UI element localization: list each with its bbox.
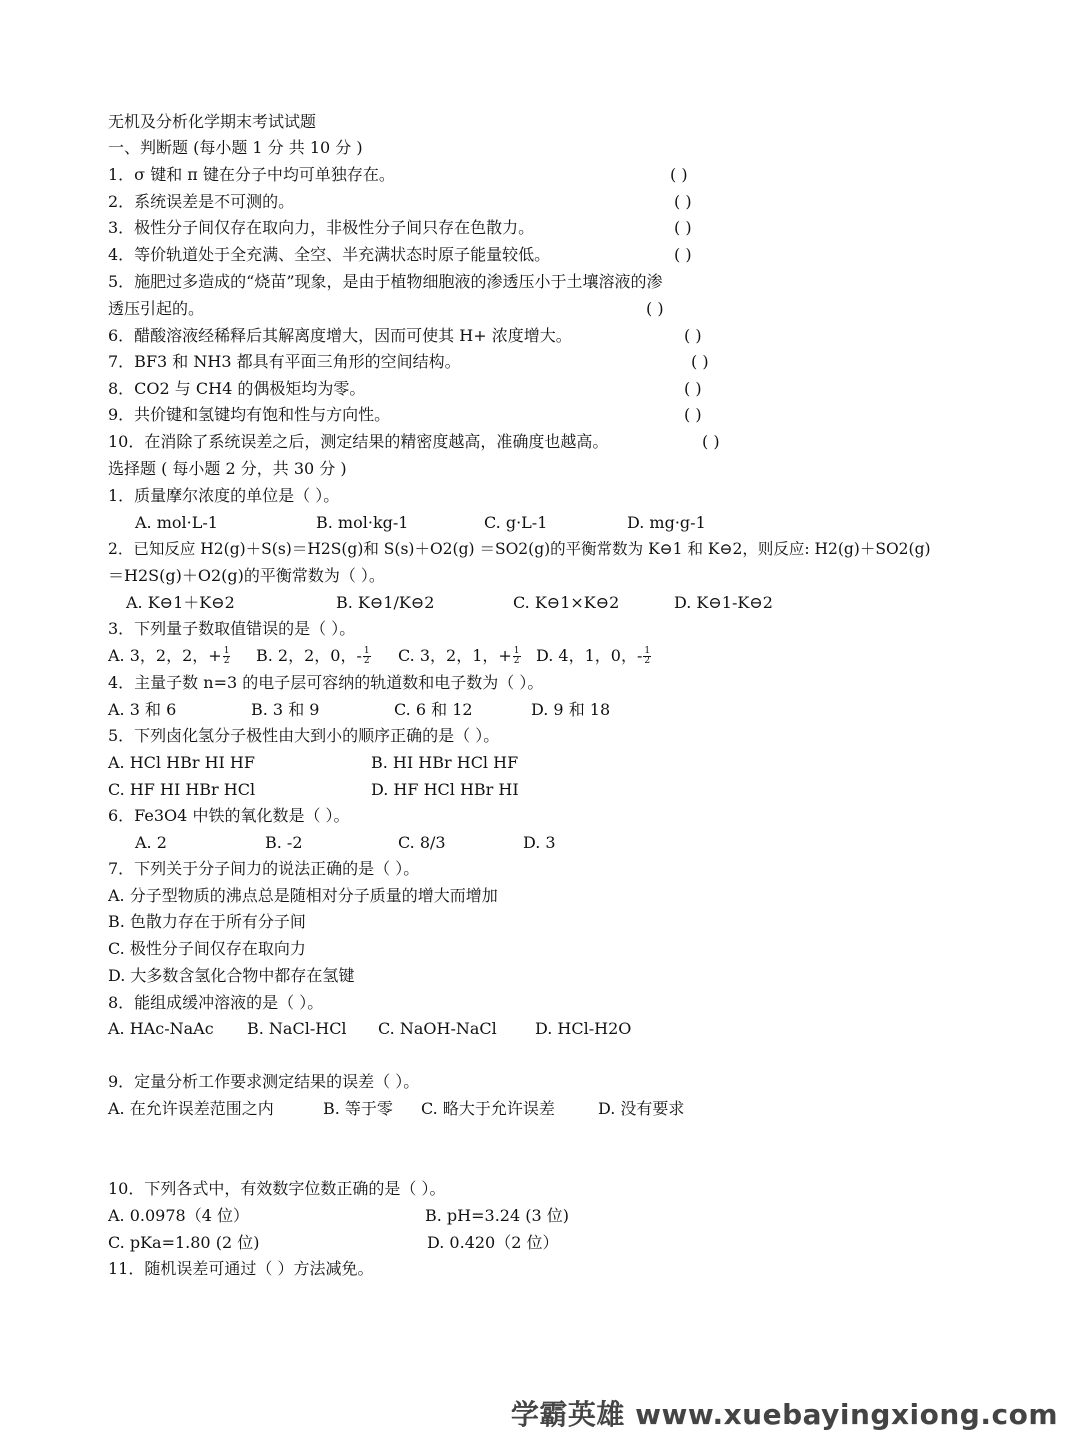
- fraction-denominator: 2: [363, 656, 370, 666]
- mc-q1-option-c: C. g·L-1: [484, 513, 548, 532]
- mc-q6-option-b: B. -2: [265, 833, 303, 852]
- mc-q5-option-b: B. HI HBr HCl HF: [371, 753, 519, 772]
- document-title: 无机及分析化学期末考试试题: [108, 112, 317, 131]
- mc-q2-option-a: A. K⊖1＋K⊖2: [126, 593, 235, 612]
- tf-answer-blank-10: ( ): [702, 432, 720, 451]
- tf-item-4: 4．等价轨道处于全充满、全空、半充满状态时原子能量较低。: [108, 245, 551, 264]
- fraction-numerator: 1: [223, 646, 230, 656]
- mc-q9-option-a: A. 在允许误差范围之内: [108, 1099, 274, 1118]
- mc-q7-option-a: A. 分子型物质的沸点总是随相对分子质量的增大而增加: [108, 886, 498, 905]
- tf-answer-blank-1: ( ): [670, 165, 688, 184]
- fraction-numerator: 1: [644, 646, 651, 656]
- tf-item-10: 10．在消除了系统误差之后，测定结果的精密度越高，准确度也越高。: [108, 432, 609, 451]
- mc-q3-option-d: [536, 646, 651, 666]
- mc-q3-stem: 3．下列量子数取值错误的是（ ）。: [108, 619, 356, 638]
- mc-q1-option-d: D. mg·g-1: [627, 513, 706, 532]
- mc-q4-stem: 4．主量子数 n=3 的电子层可容纳的轨道数和电子数为（ ）。: [108, 673, 544, 692]
- fraction-denominator: 2: [223, 656, 230, 666]
- mc-q11-stem: 11．随机误差可通过（ ）方法减免。: [108, 1259, 374, 1278]
- mc-q8-option-a: A. HAc-NaAc: [108, 1019, 214, 1038]
- mc-q1-option-b: B. mol·kg-1: [316, 513, 409, 532]
- mc-q7-option-c: C. 极性分子间仅存在取向力: [108, 939, 306, 958]
- tf-item-6: 6．醋酸溶液经稀释后其解离度增大，因而可使其 H+ 浓度增大。: [108, 326, 572, 345]
- tf-answer-blank-9: ( ): [684, 405, 702, 424]
- tf-item-1: 1．σ 键和 π 键在分子中均可单独存在。: [108, 165, 395, 184]
- tf-answer-blank-4: ( ): [674, 245, 692, 264]
- mc-q8-stem: 8．能组成缓冲溶液的是（ ）。: [108, 993, 324, 1012]
- mc-q1-stem: 1．质量摩尔浓度的单位是（ ）。: [108, 486, 340, 505]
- mc-q6-option-d: D. 3: [523, 833, 556, 852]
- mc-q9-option-b: B. 等于零: [323, 1099, 393, 1118]
- fraction-numerator: 1: [363, 646, 370, 656]
- mc-q4-option-a: A. 3 和 6: [108, 700, 177, 719]
- tf-item-5: 5．施肥过多造成的“烧苗”现象，是由于植物细胞液的渗透压小于土壤溶液的渗: [108, 272, 663, 291]
- mc-q6-option-a: A. 2: [135, 833, 167, 852]
- mc-q3-option-a-text: A. 3，2，2，+: [108, 646, 222, 665]
- mc-q3-option-c: [398, 646, 521, 666]
- mc-q7-stem: 7．下列关于分子间力的说法正确的是（ ）。: [108, 859, 420, 878]
- mc-q3-option-b-text: B. 2，2，0，-: [256, 646, 362, 665]
- mc-q2-option-d: D. K⊖1-K⊖2: [674, 593, 773, 612]
- mc-q9-stem: 9．定量分析工作要求测定结果的误差（ ）。: [108, 1072, 420, 1091]
- mc-q8-option-b: B. NaCl-HCl: [247, 1019, 347, 1038]
- mc-q10-option-a: A. 0.0978（4 位）: [108, 1206, 249, 1225]
- mc-q8-option-d: D. HCl-H2O: [535, 1019, 632, 1038]
- tf-item-2: 2．系统误差是不可测的。: [108, 192, 295, 211]
- tf-answer-blank-8: ( ): [684, 379, 702, 398]
- mc-q10-option-c: C. pKa=1.80 (2 位): [108, 1233, 260, 1252]
- tf-answer-blank-5: ( ): [646, 299, 664, 318]
- mc-q2-stem: 2．已知反应 H2(g)＋S(s)＝H2S(g)和 S(s)＋O2(g) ＝SO2(g)的平衡常数为 K⊖1 和 K⊖2，则反应: H2(g)＋SO2(g): [108, 540, 931, 558]
- mc-q7-option-d: D. 大多数含氢化合物中都存在氢键: [108, 966, 355, 985]
- fraction-half: [223, 647, 231, 666]
- mc-q5-option-d: D. HF HCl HBr HI: [371, 780, 519, 799]
- mc-q2-stem-continued: ＝H2S(g)＋O2(g)的平衡常数为（ ）。: [108, 566, 385, 585]
- tf-item-9: 9．共价键和氢键均有饱和性与方向性。: [108, 405, 391, 424]
- mc-q4-option-b: B. 3 和 9: [251, 700, 320, 719]
- tf-answer-blank-7: ( ): [691, 352, 709, 371]
- tf-answer-blank-2: ( ): [674, 192, 692, 211]
- fraction-half: [513, 647, 521, 666]
- section1-heading: 一、判断题 (每小题 1 分 共 10 分 ): [108, 138, 363, 157]
- mc-q9-option-d: D. 没有要求: [598, 1099, 685, 1118]
- mc-q3-option-b: [256, 646, 371, 666]
- mc-q5-option-c: C. HF HI HBr HCl: [108, 780, 256, 799]
- site-watermark: 学霸英雄 www.xuebayingxiong.com: [510, 1398, 1058, 1431]
- mc-q1-option-a: A. mol·L-1: [135, 513, 218, 532]
- mc-q9-option-c: C. 略大于允许误差: [421, 1099, 555, 1118]
- mc-q10-stem: 10．下列各式中，有效数字位数正确的是（ ）。: [108, 1179, 446, 1198]
- tf-item-8: 8．CO2 与 CH4 的偶极矩均为零。: [108, 379, 366, 398]
- fraction-half: [643, 647, 651, 666]
- mc-q3-option-c-text: C. 3，2，1，+: [398, 646, 512, 665]
- fraction-half: [363, 647, 371, 666]
- mc-q4-option-d: D. 9 和 18: [531, 700, 611, 719]
- tf-item-7: 7．BF3 和 NH3 都具有平面三角形的空间结构。: [108, 352, 461, 371]
- mc-q2-option-c: C. K⊖1×K⊖2: [513, 593, 620, 612]
- mc-q10-option-d: D. 0.420（2 位）: [427, 1233, 559, 1252]
- mc-q5-stem: 5．下列卤化氢分子极性由大到小的顺序正确的是（ ）。: [108, 726, 500, 745]
- tf-item-3: 3．极性分子间仅存在取向力，非极性分子间只存在色散力。: [108, 218, 535, 237]
- tf-item-5-continued: 透压引起的。: [108, 299, 205, 318]
- fraction-denominator: 2: [513, 656, 520, 666]
- mc-q8-option-c: C. NaOH-NaCl: [378, 1019, 497, 1038]
- mc-q7-option-b: B. 色散力存在于所有分子间: [108, 912, 306, 931]
- mc-q10-option-b: B. pH=3.24 (3 位): [425, 1206, 569, 1225]
- mc-q4-option-c: C. 6 和 12: [394, 700, 473, 719]
- section2-heading: 选择题 ( 每小题 2 分，共 30 分 ): [108, 459, 347, 478]
- mc-q3-option-d-text: D. 4，1，0，-: [536, 646, 643, 665]
- fraction-numerator: 1: [513, 646, 520, 656]
- mc-q3-option-a: [108, 646, 230, 666]
- tf-answer-blank-6: ( ): [684, 326, 702, 345]
- mc-q5-option-a: A. HCl HBr HI HF: [108, 753, 255, 772]
- mc-q2-option-b: B. K⊖1/K⊖2: [336, 593, 435, 612]
- tf-answer-blank-3: ( ): [674, 218, 692, 237]
- fraction-denominator: 2: [644, 656, 651, 666]
- mc-q6-option-c: C. 8/3: [398, 833, 446, 852]
- mc-q6-stem: 6．Fe3O4 中铁的氧化数是（ ）。: [108, 806, 350, 825]
